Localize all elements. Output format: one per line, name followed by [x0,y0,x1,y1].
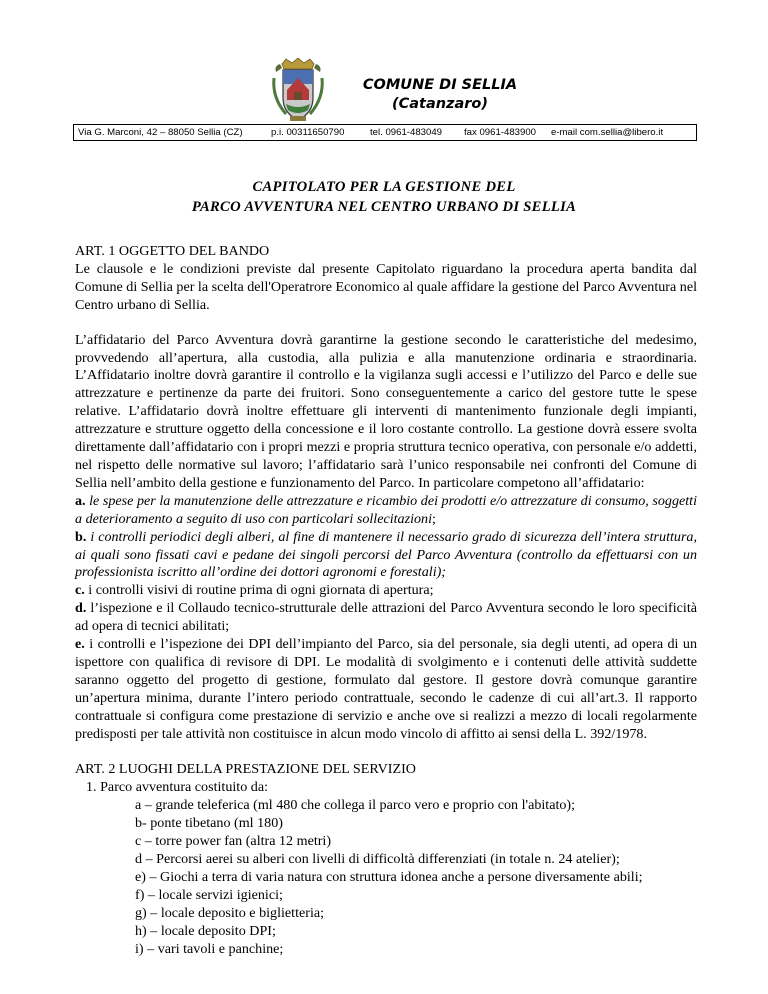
art2-item: i) – vari tavoli e panchine; [135,940,284,957]
art2-item: b- ponte tibetano (ml 180) [135,815,283,832]
comune-province: (Catanzaro) [391,96,489,112]
contact-piva: p.i. 00311650790 [271,127,345,138]
art1-item-c: c. i controlli visivi di routine prima di ogni giornata di apertura; [75,582,434,599]
art1-item-d: d. l’ispezione e il Collaudo tecnico-strutturale delle attrazioni del Parco Avventura secondo le loro specificità ad opera di tecnici abilitati; [75,600,697,635]
art1-item-b: b. i controlli periodici degli alberi, al fine di mantenere il necessario grado di sicurezza dell’intera struttura, ai quali sono fissati cavi e pedane dei singoli percorsi del Parco Avventura (controllo da effettuarsi con un professionista iscritto all’ordine dei dottori agronomi e forestali); [75,528,697,581]
art2-item: h) – locale deposito DPI; [135,922,276,939]
title-line-2: PARCO AVVENTURA NEL CENTRO URBANO DI SELLIA [191,199,577,215]
art2-item: d – Percorsi aerei su alberi con livelli di difficoltà differenziati (in totale n. 24 atelier); [135,851,620,867]
contact-address: Via G. Marconi, 42 – 88050 Sellia (CZ) [78,127,243,138]
contact-email: e-mail com.sellia@libero.it [551,127,664,138]
art2-heading: ART. 2 LUOGHI DELLA PRESTAZIONE DEL SERVIZIO [75,761,416,778]
contact-tel: tel. 0961-483049 [370,127,443,138]
document-title [60,177,708,217]
art1-paragraph-1: Le clausole e le condizioni previste dal presente Capitolato riguardano la procedura aperta bandita dal Comune di Sellia per la scelta dell'Operatrore Economico al quale affidare la gestione del Parco Avventura nel Centro urbano di Sellia. [75,260,697,313]
art2-intro: 1. Parco avventura costituito da: [86,779,268,796]
art1-heading: ART. 1 OGGETTO DEL BANDO [75,243,270,259]
title-line-1: CAPITOLATO PER LA GESTIONE DEL [252,179,516,195]
art1-item-a: a. le spese per la manutenzione delle attrezzature e ricambio dei prodotti e/o attrezzature di consumo, soggetti a deterioramento a seguito di uso con particolari sollecitazioni; [75,492,697,527]
art2-item: a – grande teleferica (ml 480 che collega il parco vero e proprio con l'abitato); [135,797,576,814]
comune-name [330,76,550,114]
art2-item: g) – locale deposito e biglietteria; [135,904,325,921]
document-body [75,243,697,958]
art2-item: f) – locale servizi igienici; [135,886,283,903]
contact-fax: fax 0961-483900 [464,127,537,138]
art2-item: e) – Giochi a terra di varia natura con struttura idonea anche a persone diversamente abili; [135,868,643,885]
art1-paragraph-2: L’affidatario del Parco Avventura dovrà garantirne la gestione secondo le caratteristiche del medesimo, provvedendo all’apertura, alla custodia, alla pulizia e alla manutenzione ordinaria e straordinaria. L’Affidatario inoltre dovrà garantire il controllo e la vigilanza sugli accessi e l’utilizzo del Parco e delle sue attrezzature e pertinenze da parte dei fruitori. Sono conseguentemente a carico del gestore tutte le spese relative. L’affidatario dovrà inoltre effettuare gli interventi di mantenimento funzionale degli impianti, attrezzature e strutture oggetto della concessione e il loro costante controllo. La gestione dovrà essere svolta direttamente dall’affidatario con i propri mezzi e propria struttura tecnico operativa, con personale e/o addetti, nel rispetto delle normative sul lavoro; l’affidatario sarà l’unico responsabile nei confronti del Comune di Sellia nell’ambito della gestione e funzionamento del Parco. In particolare competono all’affidatario: [75,331,697,491]
contact-bar [73,124,697,141]
art1-item-e: e. i controlli e l’ispezione dei DPI dell’impianto del Parco, sia del personale, sia degli utenti, ad opera di un ispettore con qualifica di revisore di DPI. Le modalità di svolgimento e i contenuti delle attività suddette saranno oggetto del progetto di gestione, formulato dal gestore. Il gestore dovrà comunque garantire un’apertura minima, durante l’intero periodo contrattuale, secondo le cadenze di cui all’art.3. Il rapporto contrattuale si configura come prestazione di servizio e anche ove si realizzi a mezzo di locali regolarmente predisposti per tale attività non costituisce in alcun modo vincolo di affitto ai sensi della L. 392/1978. [75,636,697,742]
comune-title: COMUNE DI SELLIA [362,77,518,93]
art2-item: c – torre power fan (altra 12 metri) [135,833,332,850]
comune-crest-icon [270,58,326,124]
